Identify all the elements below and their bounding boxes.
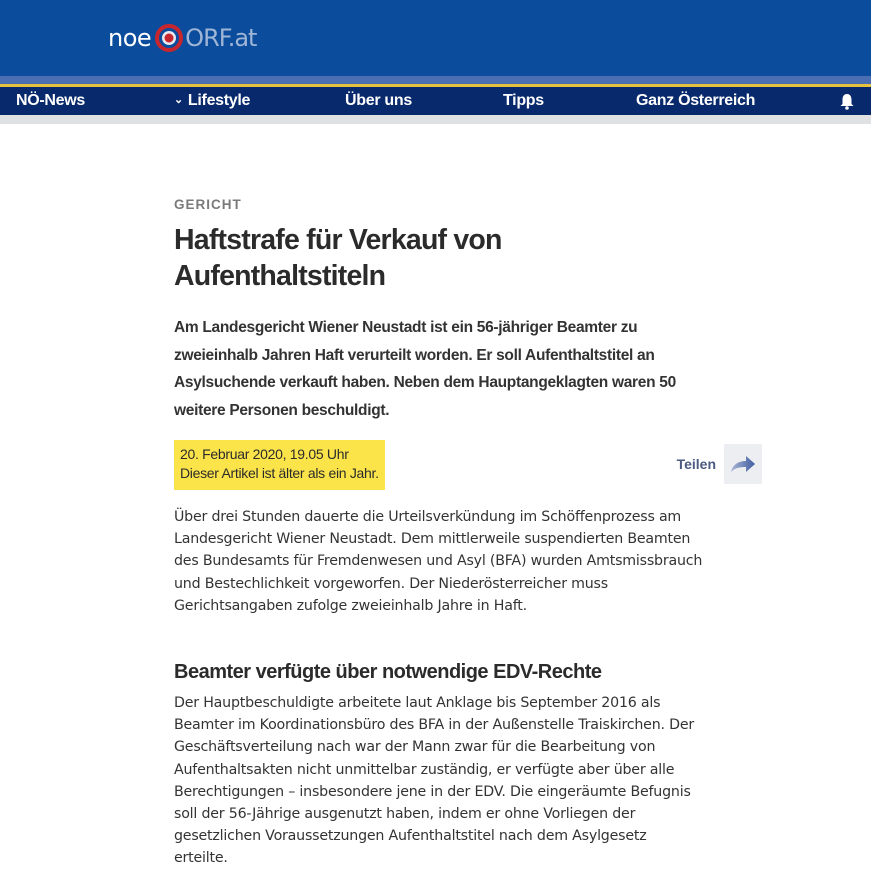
nav-item-noe-news[interactable]: [16, 92, 85, 110]
article-paragraph: Der Hauptbeschuldigte arbeitete laut Anklage bis September 2016 als Beamter im Koordinationsbüro des BFA in der Außenstelle Traiskirchen. Der Geschäftsverteilung nach war der Mann zwar für die Bearbeitung von Aufenthaltsakten nicht unmittelbar zuständig, er verfügte aber über alle Berechtigungen – insbesondere jene in der EDV. Die eingeräumte Befugnis soll der 56-Jährige ausgenutzt haben, indem er ohne Vorliegen der gesetzlichen Voraussetzungen Aufenthaltstitel nach dem Asylgesetz erteilte.: [174, 695, 694, 867]
article-category[interactable]: GERICHT: [174, 197, 242, 212]
publish-date: 20. Februar 2020, 19.05 Uhr: [180, 446, 349, 462]
article-lead: Am Landesgericht Wiener Neustadt ist ein 56-jähriger Beamter zu zweieinhalb Jahren Haft verurteilt worden. Er soll Aufenthaltstitel an Asylsuchende verkauft haben. Neben dem Hauptangeklagten waren 50 weitere Personen beschuldigt.: [174, 319, 676, 419]
nav-bottom-band: [0, 115, 871, 124]
header-divider-band: [0, 76, 871, 84]
main-nav: [0, 87, 871, 115]
site-logo[interactable]: [108, 22, 256, 54]
share-label: Teilen: [676, 456, 716, 472]
share-arrow-icon: [729, 453, 757, 475]
logo-brand-text: ORF.at: [185, 24, 257, 52]
age-notice: Dieser Artikel ist älter als ein Jahr.: [180, 465, 379, 481]
article-meta: [174, 440, 762, 490]
nav-label: Ganz Österreich: [636, 92, 756, 109]
nav-item-ueber-uns[interactable]: [345, 92, 412, 110]
chevron-down-icon: ⌄: [174, 94, 183, 106]
nav-label: Lifestyle: [187, 92, 251, 109]
nav-label: Tipps: [503, 92, 544, 109]
orf-eye-logo-icon: [155, 24, 183, 52]
logo-region-text: noe: [108, 24, 152, 52]
site-header: [0, 0, 871, 124]
nav-label: NÖ-News: [16, 92, 86, 109]
share-icon-box[interactable]: [724, 444, 762, 484]
nav-item-lifestyle[interactable]: [174, 92, 250, 110]
nav-item-ganz-oesterreich[interactable]: [636, 92, 755, 110]
article-header: [174, 197, 704, 424]
article-subheading: Beamter verfügte über notwendige EDV-Rechte: [174, 661, 602, 683]
article-title: Haftstrafe für Verkauf von Aufenthaltstiteln: [174, 224, 502, 292]
nav-label: Über uns: [345, 92, 412, 109]
article-paragraph: Über drei Stunden dauerte die Urteilsverkündung im Schöffenprozess am Landesgericht Wiener Neustadt. Dem mittlerweile suspendierten Beamten des Bundesamts für Fremdenwesen und Asyl (BFA) wurden Amtsmissbrauch und Bestechlichkeit vorgeworfen. Der Niederösterreicher muss Gerichtsangaben zufolge zweieinhalb Jahre in Haft.: [174, 509, 703, 614]
nav-item-tipps[interactable]: [503, 92, 544, 110]
header-banner: [0, 0, 871, 76]
date-badge: [174, 440, 385, 490]
bell-icon[interactable]: [839, 93, 855, 110]
share-button[interactable]: [677, 444, 762, 484]
